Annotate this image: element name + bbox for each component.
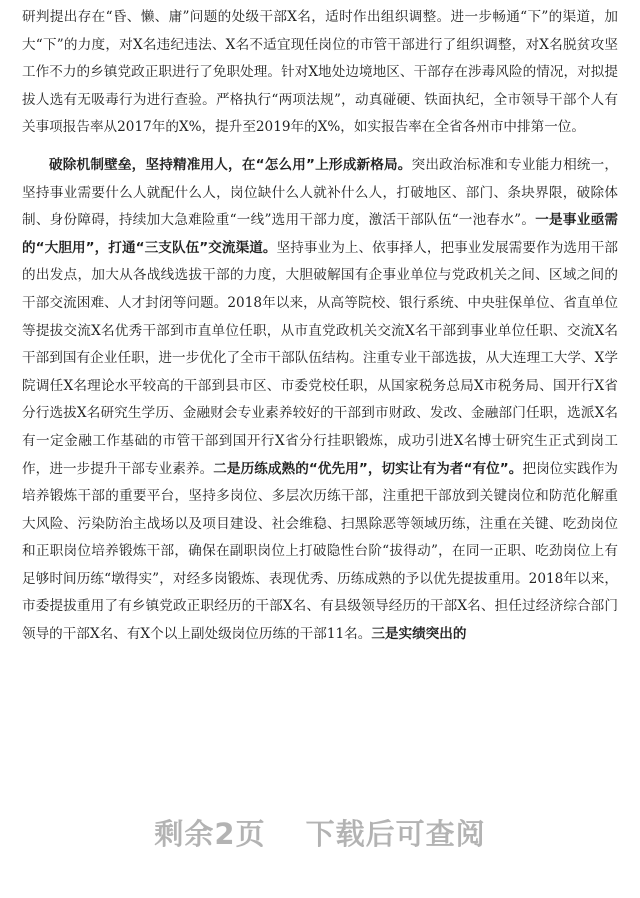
paragraph-1 [22,4,618,142]
point-one-heading: 一是事业亟需的“大胆用”，打通“三支队伍”交流渠道。 [22,212,618,256]
section-heading: 破除机制壁垒，坚持精准用人，在“怎么用”上形成新格局。 [49,156,412,173]
paragraph-1-text: 研判提出存在“昏、懒、庸”问题的处级干部X名，适时作出组织调整。进一步畅通“下”的渠道，加大“下”的力度，对X名违纪违法、X名不适宜现任岗位的市管干部进行了组织调整，对X名脱贫攻坚工作不力的乡镇党政正职进行了免职处理。针对X地处边境地区、干部存在涉毒风险的情况，对拟提拔人选有无吸毒行为进行查验。严格执行“两项法规”，动真碰硬、铁面执纪，全市领导干部个人有关事项报告率从2017年的X%，提升至2019年的X%，如实报告率在全省各州市中排第一位。 [22,9,618,136]
paragraph-2 [22,152,618,649]
remaining-pages-label: 剩余2页 [154,817,266,851]
paragraph-2-intro: 突出政治标准和专业能力相统一，坚持事业需要什么人就配什么人，岗位缺什么人就补什么人，打破地区、部门、条块界限，破除体制、身份障碍，持续加大急难险重“一线”选用干部力度，激活干部队伍“一池春水”。 [22,156,619,229]
point-three-heading: 三是实绩突出的 [371,626,467,643]
point-two-heading: 二是历练成熟的“优先用”，切实让有为者“有位”。 [213,460,523,477]
document-body [22,4,618,649]
point-one-text: 坚持事业为上、依事择人，把事业发展需要作为选用干部的出发点，加大从各战线选拔干部的力度，大胆破解国有企事业单位与党政机关之间、区域之间的干部交流困难、人才封闭等问题。2018年以来，从高等院校、银行系统、中央驻保单位、省直单位等提拔交流X名优秀干部到市直单位任职，从市直党政机关交流X名干部到事业单位任职、交流X名干部到国有企业任职，进一步优化了全市干部队伍结构。注重专业干部选拔，从大连理工大学、X学院调任X名理论水平较高的干部到县市区、市委党校任职，从国家税务总局X市税务局、国开行X省分行选拔X名研究生学历、金融财会专业素养较好的干部到市财政、发改、金融部门任职，选派X名有一定金融工作基础的市管干部到国开行X省分行挂职锻炼，成功引进X名博士研究生正式到岗工作，进一步提升干部专业素养。 [22,239,618,477]
point-two-text: 把岗位实践作为培养锻炼干部的重要平台，坚持多岗位、多层次历练干部，注重把干部放到关键岗位和防范化解重大风险、污染防治主战场以及项目建设、社会维稳、扫黑除恶等领域历练，注重在关键、吃劲岗位和正职岗位培养锻炼干部，确保在副职岗位上打破隐性台阶“拔得动”，在同一正职、吃劲岗位上有足够时间历练“墩得实”，对经多岗锻炼、表现优秀、历练成熟的予以优先提拔重用。2018年以来，市委提拔重用了有乡镇党政正职经历的干部X名、有县级领导经历的干部X名、担任过经济综合部门领导的干部X名、有X个以上副处级岗位历练的干部11名。 [22,460,619,643]
download-to-view-label: 下载后可查阅 [305,817,486,851]
download-banner[interactable] [0,812,640,862]
